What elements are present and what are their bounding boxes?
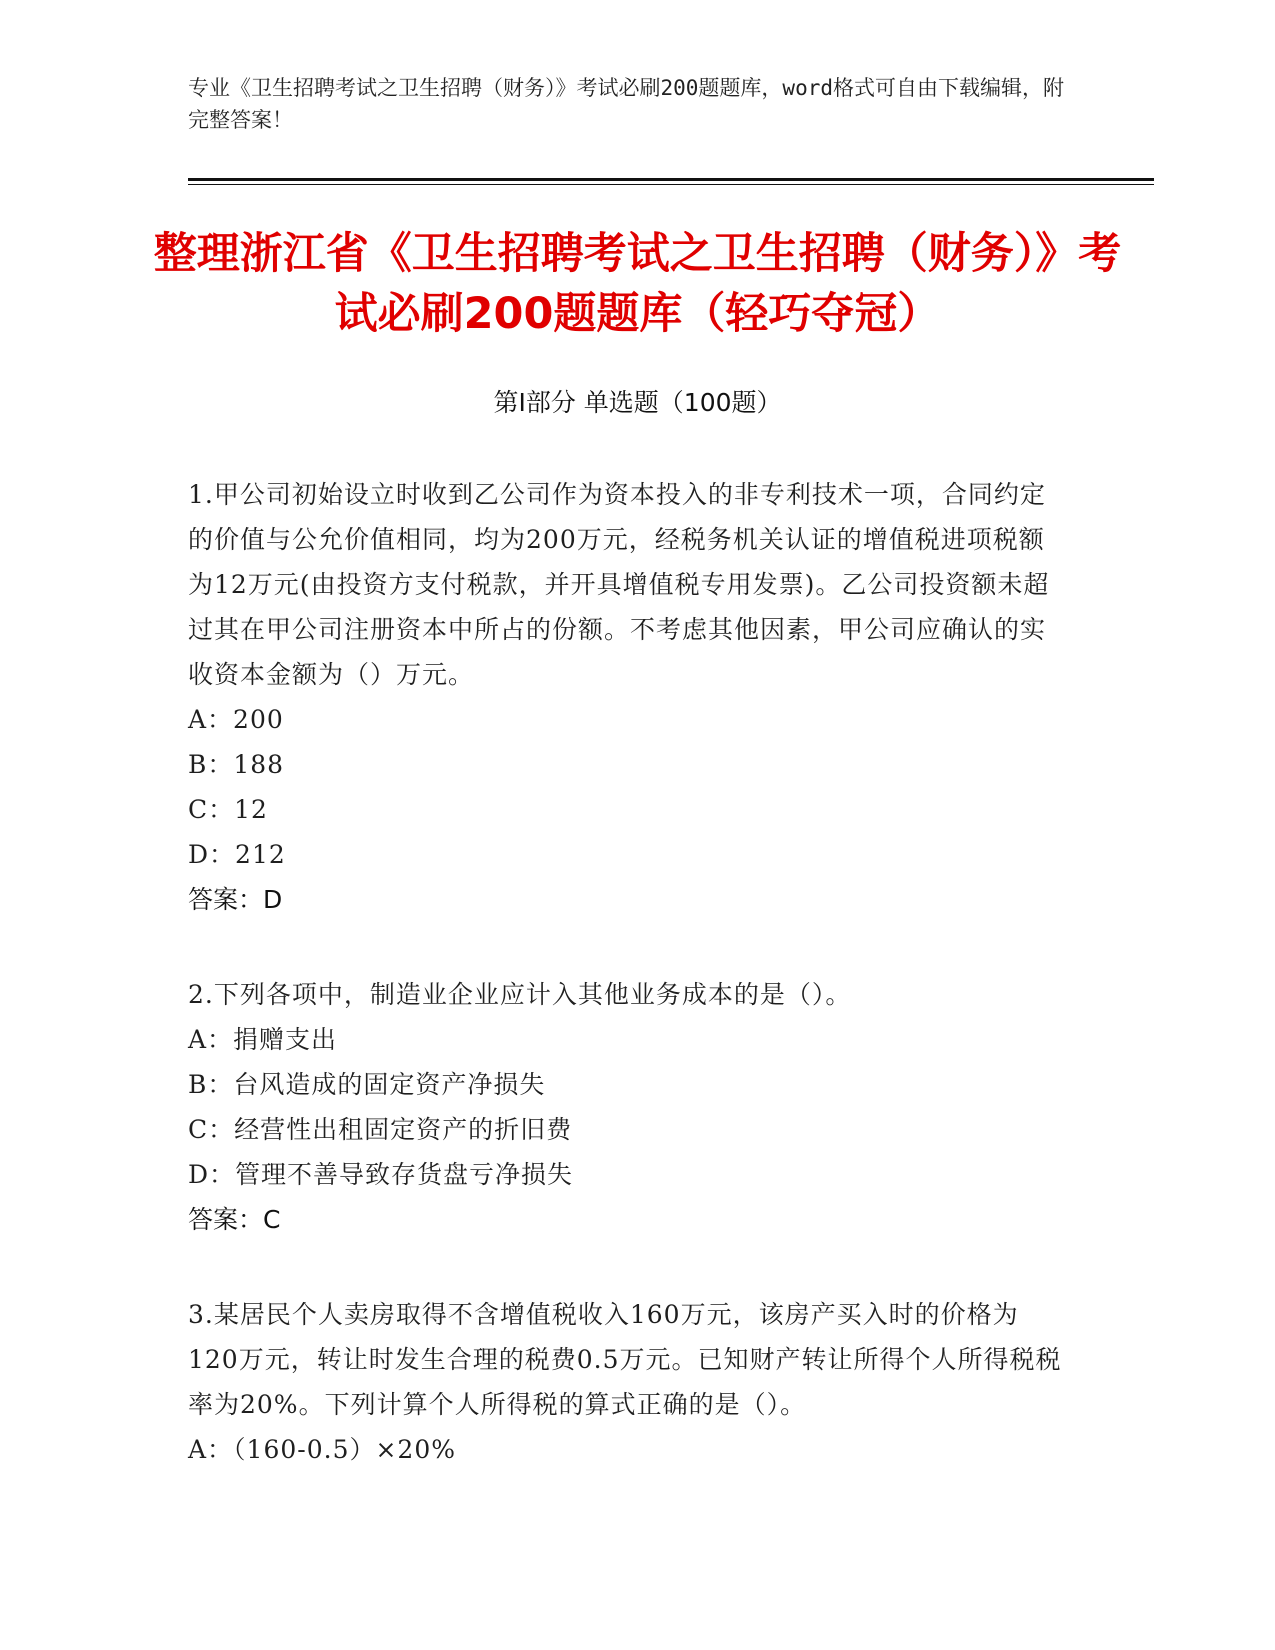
question-stem: 3.某居民个人卖房取得不含增值税收入160万元，该房产买入时的价格为120万元，转让时发生合理的税费0.5万元。已知财产转让所得个人所得税税率为20%。下列计算个人所得税的算式正确的是（）。 [188, 1300, 1062, 1419]
option-c: C：12 [188, 795, 268, 824]
header-divider-thin [188, 184, 1154, 185]
header-divider-thick [188, 178, 1154, 181]
option-a: A：捐赠支出 [188, 1025, 338, 1054]
question-item [188, 1292, 1068, 1472]
document-title: 整理浙江省《卫生招聘考试之卫生招聘（财务）》考试必刷200题题库（轻巧夺冠） [153, 229, 1122, 339]
question-item [188, 472, 1068, 922]
option-b: B：188 [188, 750, 285, 779]
answer-line: 答案：D [188, 885, 283, 914]
question-item [188, 972, 1068, 1242]
option-d: D：212 [188, 840, 286, 869]
option-b: B：台风造成的固定资产净损失 [188, 1070, 546, 1099]
question-stem: 1.甲公司初始设立时收到乙公司作为资本投入的非专利技术一项，合同约定的价值与公允价值相同，均为200万元，经税务机关认证的增值税进项税额为12万元(由投资方支付税款，并开具增值税专用发票)。乙公司投资额未超过其在甲公司注册资本中所占的份额。不考虑其他因素，甲公司应确认的实收资本金额为（）万元。 [188, 480, 1050, 689]
option-a: A：200 [188, 705, 284, 734]
header-note: 专业《卫生招聘考试之卫生招聘（财务）》考试必刷200题题库，word格式可自由下载编辑，附完整答案！ [188, 76, 1064, 132]
answer-line: 答案：C [188, 1205, 281, 1234]
option-a: A：（160-0.5）×20% [188, 1435, 456, 1464]
section-heading: 第Ⅰ部分 单选题（100题） [493, 388, 782, 417]
option-d: D：管理不善导致存货盘亏净损失 [188, 1160, 574, 1189]
option-c: C：经营性出租固定资产的折旧费 [188, 1115, 573, 1144]
question-stem: 2.下列各项中，制造业企业应计入其他业务成本的是（）。 [188, 980, 852, 1009]
question-list [188, 472, 1068, 1522]
